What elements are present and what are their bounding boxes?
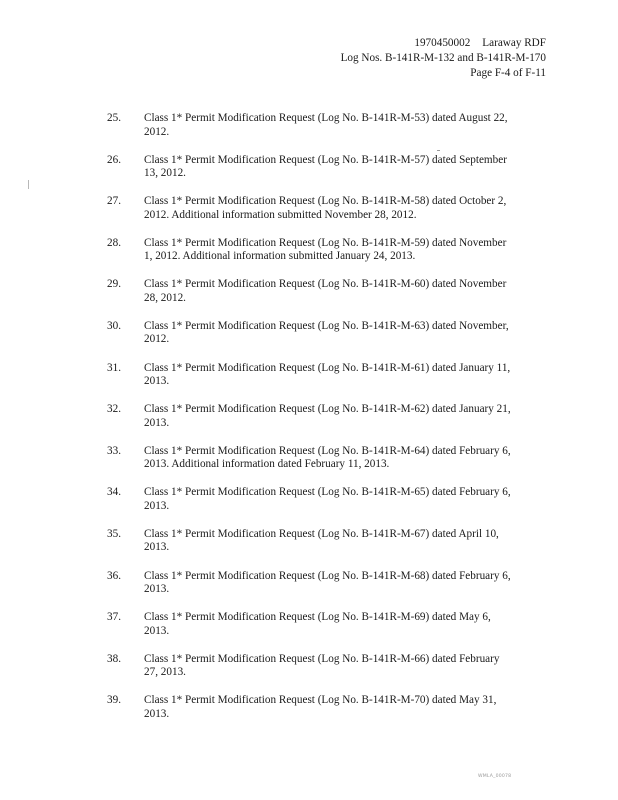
list-item bbox=[0, 320, 618, 362]
item-text bbox=[144, 445, 546, 472]
list-item bbox=[0, 195, 618, 237]
item-text-line: Class 1* Permit Modification Request (Log No. B-141R-M-64) dated February 6, bbox=[144, 444, 511, 457]
item-text-line: Class 1* Permit Modification Request (Log No. B-141R-M-65) dated February 6, bbox=[144, 486, 511, 499]
item-text-line: Class 1* Permit Modification Request (Log No. B-141R-M-69) dated May 6, bbox=[144, 611, 491, 624]
header-id-row bbox=[341, 36, 546, 51]
item-number: 25. bbox=[107, 112, 121, 124]
item-text-line: Class 1* Permit Modification Request (Log No. B-141R-M-67) dated April 10, bbox=[144, 527, 499, 540]
item-text-line: 2013. bbox=[144, 583, 170, 596]
item-text bbox=[144, 486, 546, 513]
item-text bbox=[144, 570, 546, 597]
list-item bbox=[0, 362, 618, 404]
item-number: 31. bbox=[107, 361, 121, 374]
list-item bbox=[0, 237, 618, 279]
item-text bbox=[144, 195, 546, 222]
item-text bbox=[144, 403, 546, 430]
item-text-line: 2013. bbox=[144, 624, 170, 637]
item-text bbox=[144, 112, 546, 139]
item-text-line: 2013. bbox=[144, 499, 170, 512]
item-text-line: 28, 2012. bbox=[144, 291, 186, 304]
item-text-line: 1, 2012. Additional information submitted January 24, 2013. bbox=[144, 250, 416, 263]
list-item bbox=[0, 570, 618, 612]
log-numbers: Log Nos. B-141R-M-132 and B-141R-M-170 bbox=[340, 52, 546, 64]
item-text-line: Class 1* Permit Modification Request (Log No. B-141R-M-70) dated May 31, bbox=[144, 694, 497, 707]
modification-request-list bbox=[0, 112, 618, 736]
item-text bbox=[144, 362, 546, 389]
list-item bbox=[0, 528, 618, 570]
list-item bbox=[0, 486, 618, 528]
item-text-line: 2013. bbox=[144, 375, 170, 388]
item-text-line: 2013. Additional information dated February 11, 2013. bbox=[144, 458, 390, 471]
item-number: 36. bbox=[107, 569, 121, 582]
item-number: 27. bbox=[107, 195, 121, 208]
item-text bbox=[144, 694, 546, 721]
item-text-line: Class 1* Permit Modification Request (Log No. B-141R-M-66) dated February bbox=[144, 652, 500, 665]
list-item bbox=[0, 445, 618, 487]
item-text-line: Class 1* Permit Modification Request (Log No. B-141R-M-61) dated January 11, bbox=[144, 361, 511, 374]
item-number: 39. bbox=[107, 694, 121, 707]
item-text bbox=[144, 278, 546, 305]
item-number: 34. bbox=[107, 486, 121, 499]
item-number: 26. bbox=[107, 153, 121, 166]
item-text bbox=[144, 611, 546, 638]
item-text-line: 2013. bbox=[144, 416, 170, 429]
item-number: 32. bbox=[107, 403, 121, 416]
list-item bbox=[0, 611, 618, 653]
item-text-line: Class 1* Permit Modification Request (Log No. B-141R-M-62) dated January 21, bbox=[144, 403, 511, 416]
item-text-line: Class 1* Permit Modification Request (Log No. B-141R-M-53) dated August 22, bbox=[144, 112, 508, 124]
document-id: 1970450002 bbox=[414, 37, 471, 49]
item-text-line: 13, 2012. bbox=[144, 167, 186, 180]
item-text bbox=[144, 653, 546, 680]
item-text bbox=[144, 320, 546, 347]
item-number: 30. bbox=[107, 319, 121, 332]
item-text-line: 2013. bbox=[144, 707, 170, 720]
item-number: 29. bbox=[107, 278, 121, 291]
list-item bbox=[0, 154, 618, 196]
item-text-line: Class 1* Permit Modification Request (Log No. B-141R-M-60) dated November bbox=[144, 278, 507, 291]
list-item bbox=[0, 694, 618, 736]
item-text-line: 2012. bbox=[144, 125, 170, 138]
item-text-line: Class 1* Permit Modification Request (Log No. B-141R-M-68) dated February 6, bbox=[144, 569, 511, 582]
item-text bbox=[144, 528, 546, 555]
item-number: 38. bbox=[107, 652, 121, 665]
item-number: 33. bbox=[107, 444, 121, 457]
item-text-line: Class 1* Permit Modification Request (Log No. B-141R-M-57) dated September bbox=[144, 153, 507, 166]
page-header bbox=[341, 36, 546, 81]
item-text-line: 2012. Additional information submitted November 28, 2012. bbox=[144, 208, 417, 221]
bates-stamp: WMLA_00078 bbox=[478, 774, 512, 779]
list-item bbox=[0, 112, 618, 154]
item-text-line: 27, 2013. bbox=[144, 666, 186, 679]
list-item bbox=[0, 278, 618, 320]
facility-name: Laraway RDF bbox=[482, 37, 546, 49]
item-text-line: Class 1* Permit Modification Request (Log No. B-141R-M-59) dated November bbox=[144, 236, 507, 249]
list-item bbox=[0, 403, 618, 445]
item-text bbox=[144, 154, 546, 181]
list-item bbox=[0, 653, 618, 695]
item-text-line: 2012. bbox=[144, 333, 170, 346]
item-text-line: 2013. bbox=[144, 541, 170, 554]
item-text-line: Class 1* Permit Modification Request (Log No. B-141R-M-63) dated November, bbox=[144, 319, 509, 332]
item-number: 35. bbox=[107, 527, 121, 540]
item-text-line: Class 1* Permit Modification Request (Log No. B-141R-M-58) dated October 2, bbox=[144, 195, 507, 208]
item-number: 28. bbox=[107, 236, 121, 249]
page-number: Page F-4 of F-11 bbox=[470, 67, 546, 79]
item-number: 37. bbox=[107, 611, 121, 624]
item-text bbox=[144, 237, 546, 264]
